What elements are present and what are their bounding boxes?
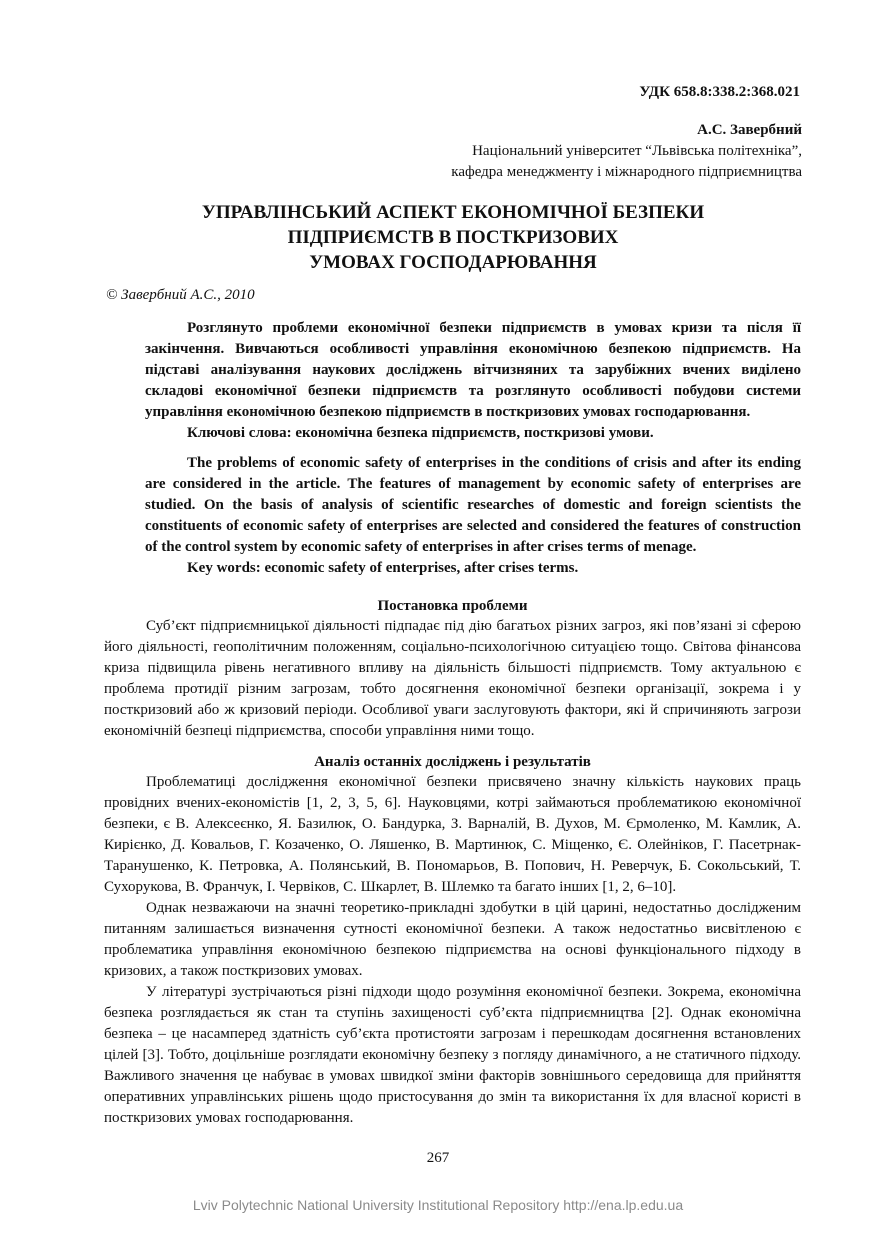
repository-footer: Lviv Polytechnic National University Institutional Repository http://ena.lp.edu.ua: [192, 1197, 684, 1213]
udk-code: УДК 658.8:338.2:368.021: [639, 84, 800, 100]
abstract-ua-text: Розглянуто проблеми економічної безпеки підприємств в умовах кризи та після її закінчення. Вивчаються особливості управління економічною безпекою підприємств. На підставі аналізування наукових досліджень вітчизняних та зарубіжних вчених виділено складові економічної безпеки підприємств та розглянуто особливості побудови системи управління економічною безпекою підприємств в посткризових умовах господарювання.: [145, 320, 801, 420]
author-name: А.С. Завербний: [697, 122, 802, 138]
section-2-paragraph-2: Однак незважаючи на значні теоретико-прикладні здобутки в цій царині, недостатньо дослідженим питанням залишається визначення сутності економічної безпеки. А також недостатньо висвітленою є проблематика управління економічною безпекою підприємства на основі функціонального підходу в кризових, а також посткризових умовах.: [104, 900, 801, 979]
title-line-1: УПРАВЛІНСЬКИЙ АСПЕКТ ЕКОНОМІЧНОЇ БЕЗПЕКИ: [201, 202, 705, 223]
abstract-en-text: The problems of economic safety of enterprises in the conditions of crisis and after its ending are considered in the article. The features of management by economic safety of enterprises are studied. On the basis of analysis of scientific researches of domestic and foreign scientists the constituents of economic safety of enterprises are selected and considered the features of construction of the control system by economic safety of enterprises in after crises terms of menage.: [145, 455, 801, 555]
title-line-2: ПІДПРИЄМСТВ В ПОСТКРИЗОВИХ: [287, 227, 619, 248]
author-affiliation-university: Національний університет “Львівська політехніка”,: [472, 143, 802, 159]
author-affiliation-department: кафедра менеджменту і міжнародного підприємництва: [451, 164, 802, 180]
section-1-paragraph-1: Суб’єкт підприємницької діяльності підпадає під дію багатьох різних загроз, які пов’язані зі сферою його діяльності, геополітичним положенням, соціально-психологічною ситуацією тощо. Світова фінансова криза підвищила рівень негативного впливу на діяльність більшості підприємств. Тому актуальною є проблема протидії різним загрозам, тобто досягнення економічної безпеки організації, зокрема і у посткризовий або ж кризовий періоди. Особливої уваги заслуговують фактори, які й спричиняють загрози економічній безпеці підприємства, способи управління ними тощо.: [104, 618, 801, 739]
article-title: [100, 200, 806, 275]
section-2-body: [104, 772, 801, 1129]
section-1-heading-wrap: [104, 596, 801, 617]
author-block: [451, 120, 802, 183]
section-1-body: [104, 616, 801, 742]
page-number: 267: [426, 1150, 450, 1166]
section-2-heading-wrap: [104, 752, 801, 773]
section-2-paragraph-3: У літературі зустрічаються різні підходи щодо розуміння економічної безпеки. Зокрема, економічна безпека розглядається як стан та ступінь захищеності суб’єкта підприємництва [2]. Однак економічна безпека – це насамперед здатність суб’єкта протистояти загрозам і перешкодам досягнення встановлених цілей [3]. Тобто, доцільніше розглядати економічну безпеку з погляду динамічного, а не статичного підходу. Важливого значення це набуває в умовах швидкої зміни факторів зовнішнього середовища для прийняття оперативних управлінських рішень щодо пристосування до змін та використання їх для власної користі в посткризових умовах господарювання.: [104, 984, 801, 1126]
section-1-heading: Постановка проблеми: [377, 598, 528, 614]
abstract-english: [145, 453, 801, 579]
abstract-ukrainian: [145, 318, 801, 444]
title-line-3: УМОВАХ ГОСПОДАРЮВАННЯ: [309, 252, 597, 273]
section-2-heading: Аналіз останніх досліджень і результатів: [314, 754, 591, 770]
abstract-ua-keywords: Ключові слова: економічна безпека підприємств, посткризові умови.: [187, 425, 654, 441]
copyright-notice: © Завербний А.С., 2010: [106, 287, 255, 303]
abstract-en-keywords: Key words: economic safety of enterprises, after crises terms.: [187, 560, 579, 576]
section-2-paragraph-1: Проблематиці дослідження економічної безпеки присвячено значну кількість наукових праць провідних вчених-економістів [1, 2, 3, 5, 6]. Науковцями, котрі займаються проблематикою економічної безпеки, є В. Алексеєнко, Я. Базилюк, О. Бандурка, З. Варналій, В. Духов, М. Єрмоленко, М. Камлик, А. Кирієнко, Д. Ковальов, Г. Козаченко, О. Ляшенко, В. Мартинюк, С. Міщенко, Є. Олейніков, Г. Пасетрнак-Таранушенко, К. Петровка, А. Полянський, В. Пономарьов, В. Попович, Н. Реверчук, Б. Сокольський, Т. Сухорукова, В. Франчук, І. Червіков, С. Шкарлет, В. Шлемко та багато інших [1, 2, 6–10].: [104, 774, 801, 895]
